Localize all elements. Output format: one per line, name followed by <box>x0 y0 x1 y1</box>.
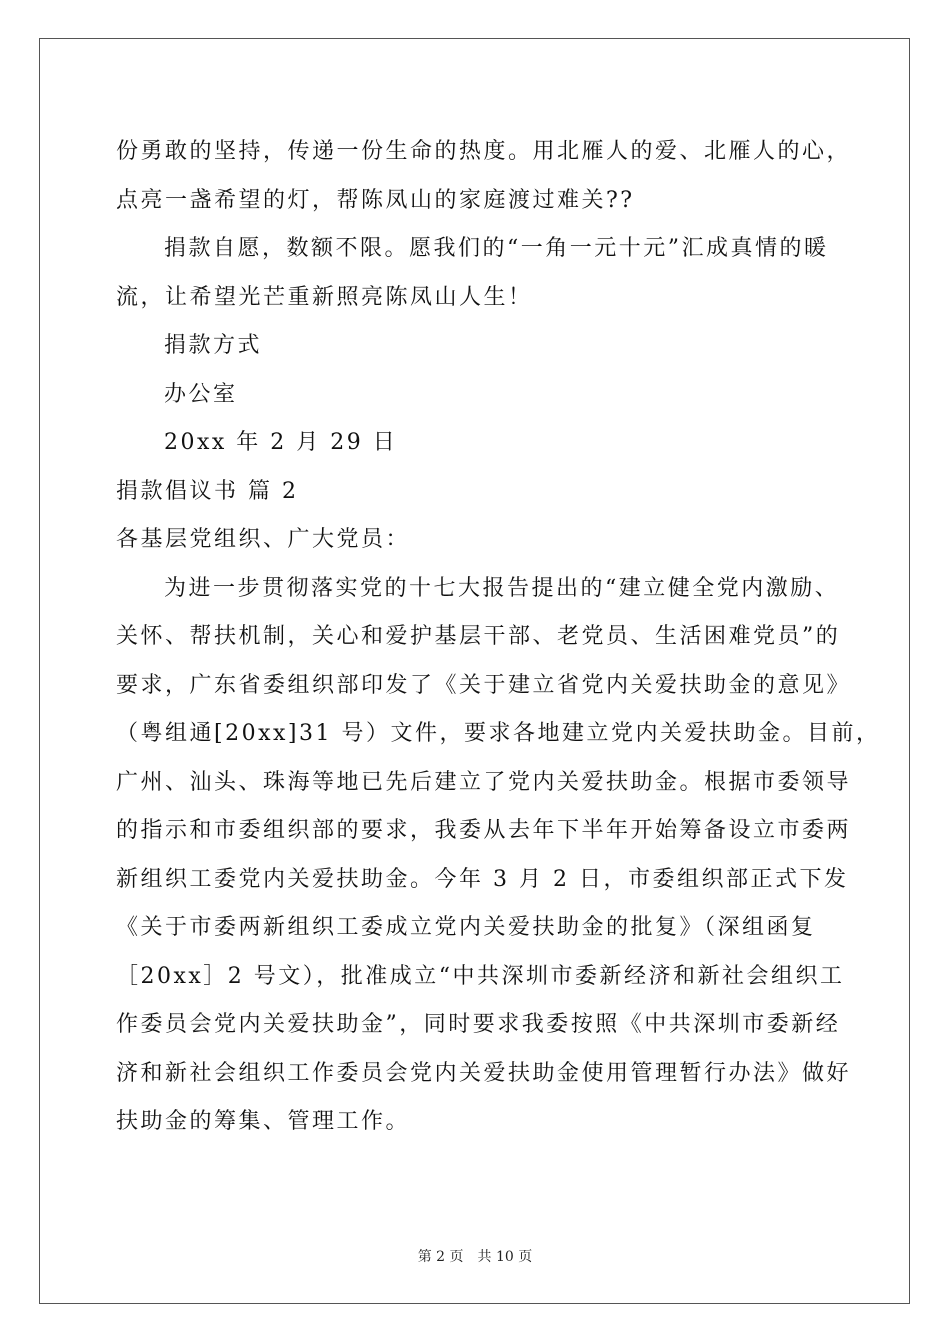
text-line: 济和新社会组织工作委员会党内关爱扶助金使用管理暂行办法》做好 <box>116 1060 852 1086</box>
text-line: 的指示和市委组织部的要求，我委从去年下半年开始筹备设立市委两 <box>116 818 852 843</box>
text-line: 作委员会党内关爱扶助金”，同时要求我委按照《中共深圳市委新经 <box>116 1012 841 1037</box>
text-line: 为进一步贯彻落实党的十七大报告提出的“建立健全党内激励、 <box>164 575 840 601</box>
text-line: 各基层党组织、广大党员： <box>116 527 411 552</box>
text-line: 扶助金的筹集、管理工作。 <box>116 1109 411 1134</box>
page-footer <box>0 1246 950 1266</box>
text-line: （粤组通[20xx]31 号）文件，要求各地建立党内关爱扶助金。目前， <box>116 721 881 746</box>
text-line: 《关于市委两新组织工委成立党内关爱扶助金的批复》（深组函复 <box>116 915 816 940</box>
text-line: 关怀、帮扶机制，关心和爱护基层干部、老党员、生活困难党员”的 <box>116 624 841 649</box>
text-line: 流，让希望光芒重新照亮陈凤山人生！ <box>116 284 533 310</box>
text-line: 点亮一盏希望的灯，帮陈凤山的家庭渡过难关?? <box>116 187 635 213</box>
text-line: 要求，广东省委组织部印发了《关于建立省党内关爱扶助金的意见》 <box>116 672 852 698</box>
text-line: ［20xx］2 号文），批准成立“中共深圳市委新经济和新社会组织工 <box>116 963 845 989</box>
text-line: 捐款方式 <box>164 333 263 358</box>
text-line: 捐款自愿，数额不限。愿我们的“一角一元十元”汇成真情的暖 <box>164 236 829 261</box>
text-line: 20xx 年 2 月 29 日 <box>164 430 398 455</box>
document-body <box>116 128 881 1147</box>
page-total: 共 10 页 <box>477 1249 533 1265</box>
text-line: 广州、汕头、珠海等地已先后建立了党内关爱扶助金。根据市委领导 <box>116 769 852 795</box>
text-line: 新组织工委党内关爱扶助金。今年 3 月 2 日，市委组织部正式下发 <box>116 866 849 892</box>
text-line: 办公室 <box>164 381 238 407</box>
text-line: 捐款倡议书 篇 2 <box>116 478 299 504</box>
text-line: 份勇敢的坚持，传递一份生命的热度。用北雁人的爱、北雁人的心， <box>116 139 852 164</box>
page-number: 第 2 页 <box>417 1249 464 1265</box>
